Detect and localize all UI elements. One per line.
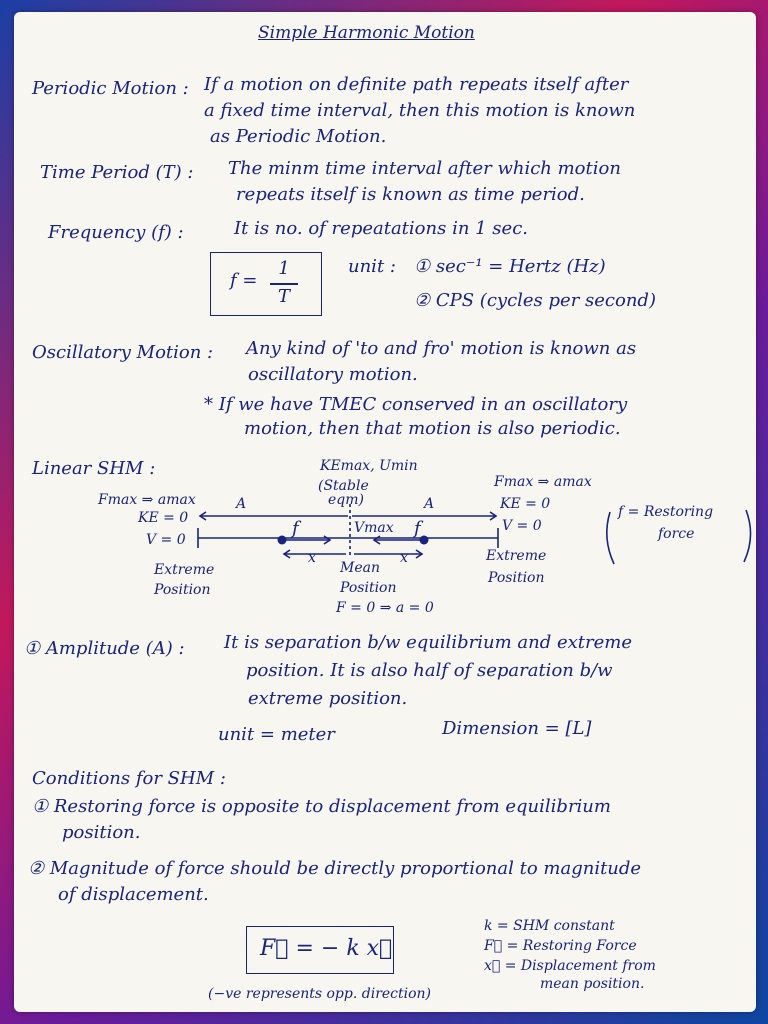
time-period-label: Time Period (T) : bbox=[40, 162, 194, 183]
periodic-motion-line2: a fixed time interval, then this motion is known bbox=[204, 100, 636, 121]
amplitude-label: ① Amplitude (A) : bbox=[24, 638, 185, 659]
shm-formula: F⃗ = − k x⃗ bbox=[260, 936, 393, 961]
right-bracket bbox=[744, 510, 751, 562]
mean-force-label: F = 0 ⇒ a = 0 bbox=[336, 600, 434, 616]
mean-label: Mean bbox=[340, 560, 380, 576]
right-v-label: V = 0 bbox=[502, 518, 542, 534]
restoring-force-label-2: force bbox=[658, 526, 695, 542]
frequency-label: Frequency (f) : bbox=[48, 222, 184, 243]
mean-position-label: Position bbox=[340, 580, 397, 596]
frequency-formula-denominator: T bbox=[277, 286, 290, 307]
page-title: Simple Harmonic Motion bbox=[258, 23, 475, 43]
condition-1-line2: position. bbox=[62, 822, 141, 843]
frequency-unit-1: ① sec⁻¹ = Hertz (Hz) bbox=[414, 256, 606, 277]
displacement-right-label: x bbox=[400, 550, 408, 566]
displacement-left-label: x bbox=[308, 550, 316, 566]
displacement-definition-2: mean position. bbox=[540, 976, 645, 992]
frequency-formula-numerator: 1 bbox=[278, 258, 290, 279]
frequency-definition: It is no. of repeatations in 1 sec. bbox=[234, 218, 529, 239]
stable-label: (Stable bbox=[318, 478, 369, 494]
condition-2-line1: ② Magnitude of force should be directly proportional to magnitude bbox=[28, 858, 642, 879]
right-fmax-label: Fmax ⇒ amax bbox=[494, 474, 592, 490]
time-period-line1: The minm time interval after which motion bbox=[228, 158, 621, 179]
amplitude-right-label: A bbox=[424, 496, 435, 512]
amplitude-line1: It is separation b/w equilibrium and extreme bbox=[224, 632, 633, 653]
frequency-unit-label: unit : bbox=[348, 256, 396, 277]
left-v-label: V = 0 bbox=[146, 532, 186, 548]
left-bracket bbox=[607, 512, 614, 564]
oscillatory-motion-label: Oscillatory Motion : bbox=[32, 342, 214, 363]
left-extreme-label: Extreme bbox=[154, 562, 215, 578]
left-fmax-label: Fmax ⇒ amax bbox=[98, 492, 196, 508]
vmax-label: Vmax bbox=[354, 520, 394, 536]
oscillatory-note-line2: motion, then that motion is also periodic. bbox=[244, 418, 621, 439]
restoring-force-label-1: f = Restoring bbox=[618, 504, 714, 520]
left-position-label: Position bbox=[154, 582, 211, 598]
linear-shm-label: Linear SHM : bbox=[32, 458, 156, 479]
particle-left bbox=[278, 536, 287, 545]
displacement-definition-1: x⃗ = Displacement from bbox=[484, 958, 656, 974]
right-position-label: Position bbox=[488, 570, 545, 586]
condition-2-line2: of displacement. bbox=[58, 884, 209, 905]
periodic-motion-line1: If a motion on definite path repeats itself after bbox=[204, 74, 629, 95]
amplitude-line3: extreme position. bbox=[248, 688, 408, 709]
k-definition: k = SHM constant bbox=[484, 918, 615, 934]
frequency-unit-2: ② CPS (cycles per second) bbox=[414, 290, 656, 311]
time-period-line2: repeats itself is known as time period. bbox=[236, 184, 585, 205]
conditions-label: Conditions for SHM : bbox=[32, 768, 226, 789]
eqm-label: eqm) bbox=[328, 492, 364, 508]
amplitude-left-label: A bbox=[236, 496, 247, 512]
mean-top-label: KEmax, Umin bbox=[320, 458, 418, 474]
periodic-motion-label: Periodic Motion : bbox=[32, 78, 189, 99]
right-ke-label: KE = 0 bbox=[500, 496, 551, 512]
shm-formula-note: (−ve represents opp. direction) bbox=[208, 986, 432, 1002]
amplitude-unit: unit = meter bbox=[218, 724, 335, 745]
frequency-formula-lhs: f = bbox=[230, 270, 258, 291]
right-extreme-label: Extreme bbox=[486, 548, 547, 564]
particle-right bbox=[420, 536, 429, 545]
force-right-label: f bbox=[414, 518, 421, 539]
oscillatory-line1: Any kind of 'to and fro' motion is known as bbox=[246, 338, 637, 359]
amplitude-dimension: Dimension = [L] bbox=[442, 718, 592, 739]
oscillatory-note-line1: * If we have TMEC conserved in an oscillatory bbox=[204, 394, 628, 415]
condition-1-line1: ① Restoring force is opposite to displacement from equilibrium bbox=[32, 796, 611, 817]
force-definition: F⃗ = Restoring Force bbox=[484, 938, 637, 954]
amplitude-line2: position. It is also half of separation b/w bbox=[246, 660, 613, 681]
oscillatory-line2: oscillatory motion. bbox=[248, 364, 418, 385]
force-left-label: f bbox=[292, 518, 299, 539]
notebook-page bbox=[14, 12, 756, 1012]
left-ke-label: KE = 0 bbox=[138, 510, 189, 526]
periodic-motion-line3: as Periodic Motion. bbox=[210, 126, 387, 147]
